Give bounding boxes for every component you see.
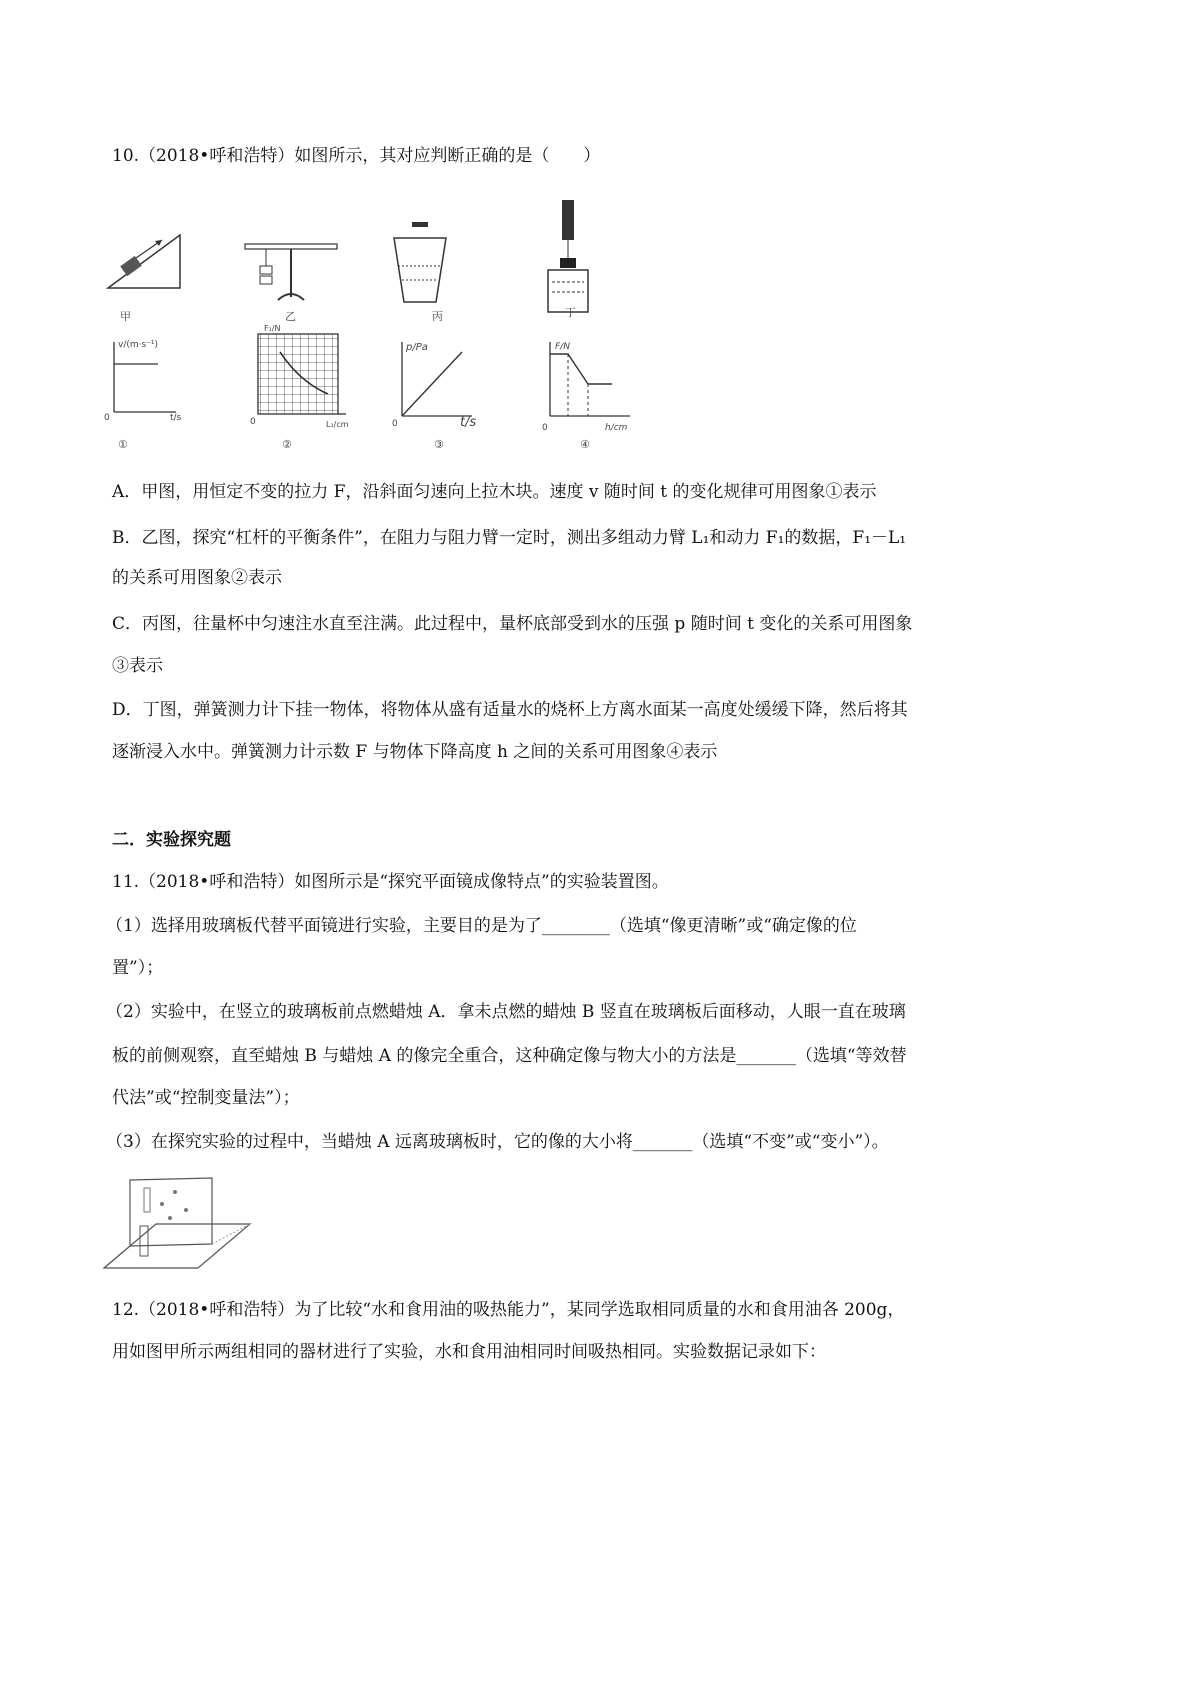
graph-3-xlabel: t/s xyxy=(460,415,477,430)
section-title: 二．实验探究题 xyxy=(112,830,231,850)
q10-graphs xyxy=(100,322,680,437)
graph-3-ylabel: p/Pa xyxy=(406,342,428,353)
q10-stem: 10.（2018•呼和浩特）如图所示，其对应判断正确的是（ ） xyxy=(112,146,601,166)
label-yi: 乙 xyxy=(285,310,296,323)
graph-4-xlabel: h/cm xyxy=(605,423,628,433)
label-graph-1: ① xyxy=(118,438,128,451)
q11-part3: （3）在探究实验的过程中，当蜡烛 A 远离玻璃板时，它的像的大小将_______（选填“不变”或“变小”）。 xyxy=(106,1132,889,1152)
q11-part2-line3: 代法”或“控制变量法”）； xyxy=(112,1088,300,1108)
graph-1-origin: 0 xyxy=(104,413,110,423)
figure-bing-cup xyxy=(394,222,446,302)
q10-apparatus-figures xyxy=(100,200,660,325)
graph-4-origin: 0 xyxy=(542,423,548,433)
graph-4-ylabel: F/N xyxy=(555,342,570,352)
q11-mirror-apparatus xyxy=(100,1174,260,1274)
q10-option-b-line2: 的关系可用图象②表示 xyxy=(112,568,282,588)
q12-stem-line1: 12.（2018•呼和浩特）为了比较“水和食用油的吸热能力”，某同学选取相同质量的水和食用油各 200g， xyxy=(112,1300,905,1320)
q11-stem: 11.（2018•呼和浩特）如图所示是“探究平面镜成像特点”的实验装置图。 xyxy=(112,872,669,892)
label-ding: 丁 xyxy=(565,306,576,319)
graph-4 xyxy=(542,342,630,433)
q10-option-b-line1: B．乙图，探究“杠杆的平衡条件”，在阻力与阻力臂一定时，测出多组动力臂 L₁和动力 F₁的数据，F₁－L₁ xyxy=(112,528,907,548)
q10-option-c-line1: C．丙图，往量杯中匀速注水直至注满。此过程中，量杯底部受到水的压强 p 随时间 t 变化的关系可用图象 xyxy=(112,614,913,634)
label-graph-2: ② xyxy=(282,438,292,451)
label-graph-3: ③ xyxy=(434,438,444,451)
q11-part2-line1: （2）实验中，在竖立的玻璃板前点燃蜡烛 A．拿未点燃的蜡烛 B 竖直在玻璃板后面移动，人眼一直在玻璃 xyxy=(106,1002,906,1022)
figure-yi-lever xyxy=(245,244,337,300)
graph-2-xlabel: L₁/cm xyxy=(326,420,349,429)
figure-ding-spring-scale xyxy=(548,200,588,312)
q10-option-c-line2: ③表示 xyxy=(112,656,163,676)
q12-stem-line2: 用如图甲所示两组相同的器材进行了实验，水和食用油相同时间吸热相同。实验数据记录如下： xyxy=(112,1342,826,1362)
graph-1 xyxy=(104,340,182,423)
q10-option-d-line2: 逐渐浸入水中。弹簧测力计示数 F 与物体下降高度 h 之间的关系可用图象④表示 xyxy=(112,742,718,762)
q10-option-d-line1: D．丁图，弹簧测力计下挂一物体，将物体从盛有适量水的烧杯上方离水面某一高度处缓缓下降，然后将其 xyxy=(112,700,908,720)
q10-option-a: A．甲图，用恒定不变的拉力 F，沿斜面匀速向上拉木块。速度 v 随时间 t 的变化规律可用图象①表示 xyxy=(112,482,877,502)
graph-2-ylabel: F₁/N xyxy=(264,324,281,333)
q11-part2-line2: 板的前侧观察，直至蜡烛 B 与蜡烛 A 的像完全重合，这种确定像与物大小的方法是_______（选填“等效替 xyxy=(112,1046,907,1066)
graph-4-line xyxy=(550,354,612,384)
figure-jia-incline xyxy=(108,235,180,288)
graph-3-origin: 0 xyxy=(392,419,398,429)
graph-2 xyxy=(250,324,349,429)
q11-part1-line2: 置”）； xyxy=(112,958,164,978)
label-graph-4: ④ xyxy=(580,438,590,451)
graph-3 xyxy=(392,342,476,430)
graph-3-line xyxy=(402,352,462,416)
graph-1-ylabel: v/(m·s⁻¹) xyxy=(118,340,159,350)
label-bing: 丙 xyxy=(432,310,443,323)
graph-1-xlabel: t/s xyxy=(170,413,182,423)
q11-part1-line1: （1）选择用玻璃板代替平面镜进行实验，主要目的是为了________（选填“像更清晰”或“确定像的位 xyxy=(106,916,857,936)
label-jia: 甲 xyxy=(120,310,131,323)
graph-2-origin: 0 xyxy=(250,417,256,427)
